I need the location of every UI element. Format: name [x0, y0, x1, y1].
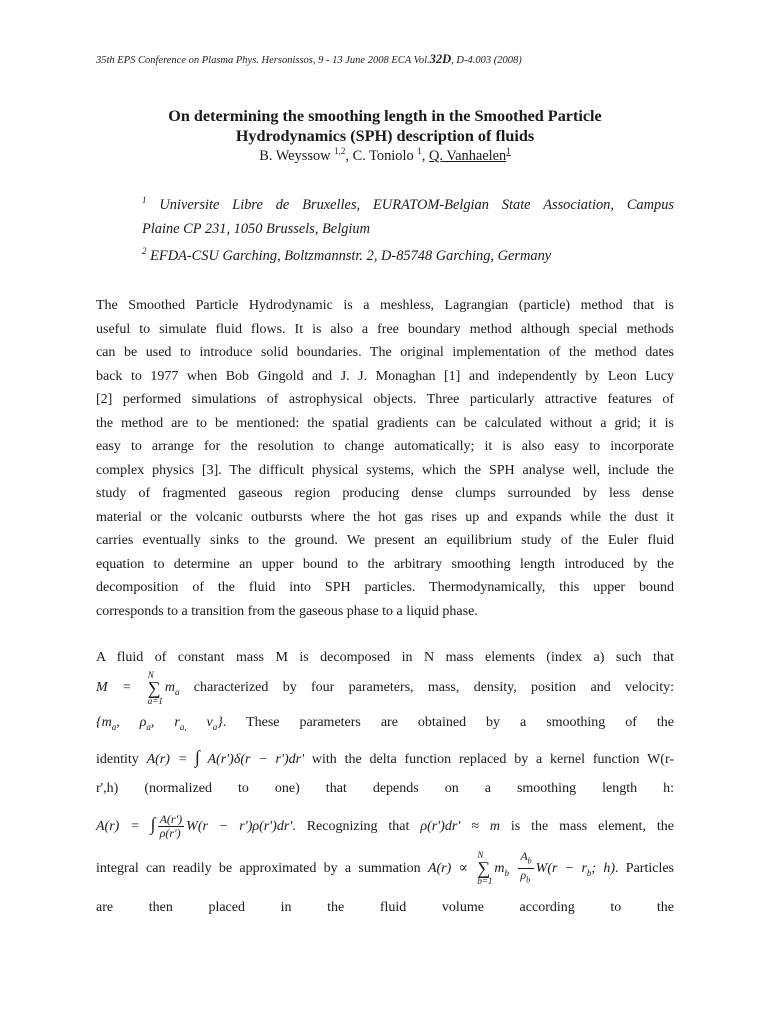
p1-line: decomposition of the fluid into SPH particles. Thermodynamically, this upper bound	[96, 580, 674, 595]
p2-line3	[96, 706, 674, 740]
author-weyssow: B. Weyssow	[259, 148, 335, 164]
paper-title-line1: On determining the smoothing length in the Smoothed Particle	[168, 107, 602, 125]
p2-line6	[96, 804, 674, 844]
p2-line8: are then placed in the fluid volume according to the	[96, 899, 674, 915]
equation-kernel-integral: A(r) = ∫ $\frac{A(r')}{\rho(r')}$ W(r − r')ρ(r')dr'	[96, 811, 293, 840]
p1-line: carries eventually sinks to the ground. We present an equilibrium study of the Euler fluid	[96, 533, 674, 548]
header-prefix: 35th EPS Conference on Plasma Phys. Hersonissos, 9 - 13 June 2008 ECA Vol.	[96, 55, 430, 66]
paper-title-line2: Hydrodynamics (SPH) description of fluids	[235, 127, 535, 145]
p1-line: easy to arrange for the resolution to change automatically; it is also easy to incorporate	[96, 439, 674, 454]
affiliation-1-line2: Plaine CP 231, 1050 Brussels, Belgium	[142, 221, 370, 237]
author-toniolo: , C. Toniolo	[345, 148, 418, 164]
p1-line: useful to simulate fluid flows. It is also a free boundary method although special methods	[96, 321, 674, 337]
p1-line: study of fragmented gaseous region producing dense clumps surrounded by less dense	[96, 486, 674, 501]
p1-line: equation to determine an upper bound to the arbitrary smoothing length introduced by the	[96, 556, 674, 572]
equation-mass-sum: M = N ∑ $a=1m_a$	[96, 669, 180, 706]
p2-line4-pre: identity	[96, 751, 147, 767]
p1-line: complex physics [3]. The difficult physical systems, which the SPH analyse well, include the	[96, 462, 674, 478]
p1-line: can be used to introduce solid boundaries. The original implementation of the method dates	[96, 345, 674, 360]
author-list	[96, 148, 674, 165]
paragraph-introduction	[96, 294, 674, 623]
running-header	[96, 52, 686, 67]
p2-line4-text: with the delta function replaced by a kernel function W(r-	[304, 751, 674, 767]
p2-line7	[96, 844, 674, 894]
affiliation-1-line1	[142, 193, 674, 217]
p1-line: the method are to be mentioned: the spatial gradients can be calculated without a grid; it is	[96, 415, 674, 431]
p1-line: [2] performed simulations of astrophysical objects. Three particularly attractive features of	[96, 392, 674, 407]
equation-identity: A(r) = ∫ A(r')δ(r − r')dr'	[146, 746, 305, 767]
p1-line: The Smoothed Particle Hydrodynamic is a meshless, Lagrangian (particle) method that is	[96, 298, 674, 313]
equation-mass-element: ρ(r')dr' ≈ m	[420, 818, 500, 834]
header-volume: 32D	[429, 52, 452, 66]
affiliation-1-text: Universite Libre de Bruxelles, EURATOM-Belgian State Association, Campus	[159, 197, 674, 213]
p2-line6-tail: is the mass element, the	[499, 818, 674, 834]
affiliation-2-marker: 2	[142, 246, 147, 257]
author-vanhaelen: Q. Vanhaelen	[429, 148, 507, 164]
p2-line7-tail: . Particles	[615, 860, 674, 876]
affiliation-2	[142, 244, 674, 268]
paragraph-decomposition	[96, 646, 674, 922]
affiliation-2-text: EFDA-CSU Garching, Boltzmannstr. 2, D-85748 Garching, Germany	[150, 248, 552, 264]
p1-line: back to 1977 when Bob Gingold and J. J. Monaghan [1] and independently by Leon Lucy	[96, 368, 674, 384]
header-suffix: , D-4.003 (2008)	[451, 55, 522, 66]
p2-line4	[96, 740, 674, 774]
author-vanhaelen-aff: 1	[506, 146, 511, 157]
affiliation-1-marker: 1	[142, 195, 147, 206]
p2-line2-text: characterized by four parameters, mass, density, position and velocity:	[179, 679, 674, 695]
p2-line6-text: . Recognizing that	[292, 818, 421, 834]
equation-parameter-set: {$m_a$, $\rho_a$, $r_{a,}$ $v_a$}	[96, 714, 223, 732]
p1-line: corresponds to a transition from the gaseous phase to a liquid phase.	[96, 603, 478, 619]
author-separator: ,	[421, 148, 429, 164]
p2-line5: r',h) (normalized to one) that depends on a smoothing length h:	[96, 780, 674, 796]
p2-line1: A fluid of constant mass M is decomposed in N mass elements (index a) such that	[96, 650, 674, 665]
equation-summation: A(r) ∝ N ∑ $b=1m_b$ $\frac{A_b}{\rho_b}$ $W(r - r_b$; h)	[427, 849, 615, 887]
p2-line7-pre: integral can readily be approximated by a summation	[96, 860, 428, 876]
p1-line: material or the volcanic outbursts where the hot gas rises up and expands while the dust it	[96, 509, 674, 525]
author-toniolo-aff: 1	[417, 146, 422, 157]
author-weyssow-aff: 1,2	[334, 146, 346, 157]
p2-line3-text: . These parameters are obtained by a smoothing of the	[222, 714, 674, 730]
p2-line2	[96, 670, 674, 706]
